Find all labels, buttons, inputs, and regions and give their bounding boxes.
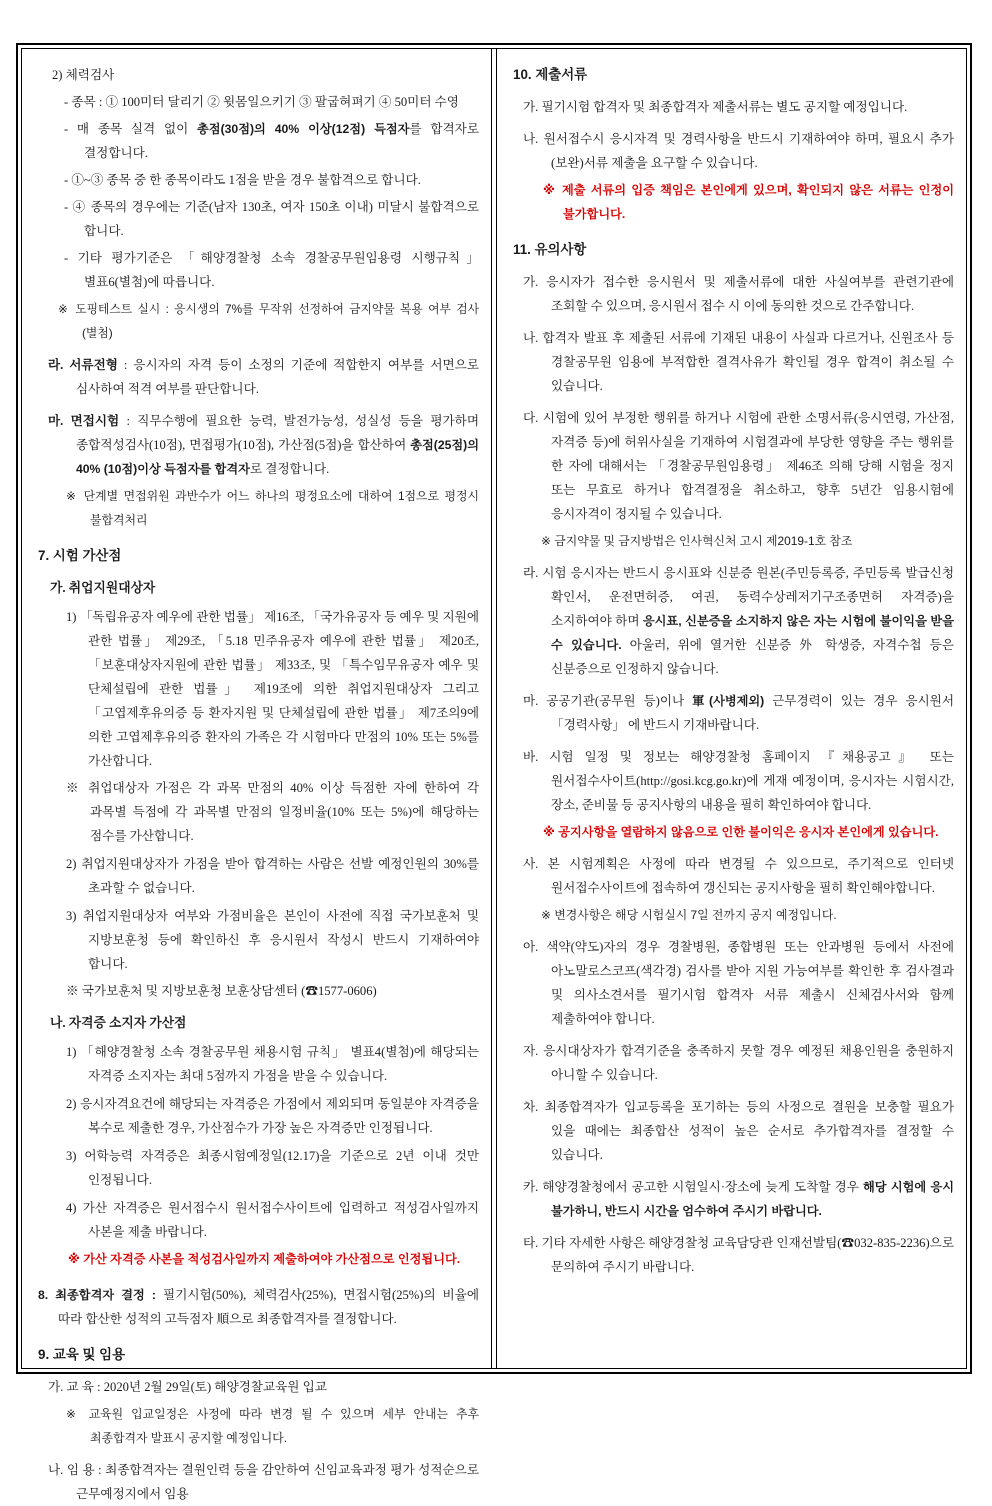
- paragraph: [513, 1175, 954, 1223]
- text-segment: ※ 도핑테스트 실시 : 응시생의 7%를 무작위 선정하여 금지약물 복용 여부 검사(별첨): [58, 302, 479, 340]
- text-segment: 2) 체력검사: [52, 68, 115, 82]
- text-segment: 마. 공공기관(공무원 등)이나: [523, 694, 693, 708]
- text-segment: : 응시자의 자격 등이 소정의 기준에 적합한지 여부를 서면으로 심사하여 적격 여부를 판단합니다.: [76, 358, 479, 396]
- paragraph: [38, 1040, 479, 1088]
- text-segment: 3) 어학능력 자격증은 최종시험예정일(12.17)을 기준으로 2년 이내 것만 인정됩니다.: [66, 1149, 479, 1187]
- document-frame: [16, 43, 972, 1501]
- section-heading: [38, 1283, 479, 1331]
- paragraph: [513, 270, 954, 318]
- text-segment: - ①~③ 종목 중 한 종목이라도 1점을 받을 경우 불합격으로 합니다.: [64, 173, 421, 187]
- note: [513, 903, 954, 927]
- text-segment: 마. 면접시험: [48, 414, 120, 428]
- sub-heading: [38, 576, 479, 600]
- note: [38, 1402, 479, 1450]
- note: [38, 484, 479, 532]
- paragraph: [513, 1039, 954, 1087]
- text-segment: 를 합격자로 결정합니다.: [84, 122, 479, 160]
- text-segment: 다. 시험에 있어 부정한 행위를 하거나 시험에 관한 소명서류(응시연령, 가산점, 자격증 등)에 허위사실을 기재하여 시험결과에 부당한 영향을 주는 행위를 한 자에 대해서는 「경찰공무원임용령」 제46조 의해 당해 시험을 정지 또는 무효로 하거나 합격결정을 취소하고, 향후 5년간 임용시험에 응시자격이 정지될 수 있습니다.: [523, 411, 954, 521]
- note: [38, 297, 479, 345]
- text-segment: 카. 해양경찰청에서 공고한 시험일시·장소에 늦게 도착할 경우: [523, 1180, 863, 1194]
- paragraph: [513, 406, 954, 526]
- text-segment: ※ 변경사항은 해당 시험실시 7일 전까지 공지 예정입니다.: [541, 908, 837, 922]
- text-segment: 3) 취업지원대상자 여부와 가점비율은 본인이 사전에 직접 국가보훈처 및 지방보훈청 등에 확인하신 후 응시원서 작성시 반드시 기재하여야 합니다.: [66, 909, 479, 971]
- text-segment: 가. 교 육 : 2020년 2월 29일(토) 해양경찰교육원 입교: [48, 1380, 327, 1394]
- text-segment: 가. 필기시험 합격자 및 최종합격자 제출서류는 별도 공지할 예정입니다.: [523, 100, 908, 114]
- text-segment: 가. 응시자가 접수한 응시원서 및 제출서류에 대한 사실여부를 관련기관에 조회할 수 있으며, 응시원서 접수 시 이에 동의한 것으로 간주합니다.: [523, 275, 954, 313]
- red-note: [38, 1247, 479, 1271]
- text-segment: 타. 기타 자세한 사항은 해양경찰청 교육담당관 인재선발팀(☎032-835-2236)으로 문의하여 주시기 바랍니다.: [523, 1236, 954, 1274]
- text-segment: 8. 최종합격자 결정 :: [38, 1288, 164, 1302]
- text-segment: 1) 「해양경찰청 소속 경찰공무원 채용시험 규칙」 별표4(별첨)에 해당되는 자격증 소지자는 최대 5점까지 가점을 받을 수 있습니다.: [66, 1045, 479, 1083]
- text-segment: - 매 종목 실격 없이: [64, 122, 198, 136]
- section-heading: [513, 238, 954, 262]
- text-segment: 응시표, 신분증을 소지하지 않은 자는 시험에 불이익을 받을 수 있습니다.: [551, 614, 954, 652]
- text-segment: - 기타 평가기준은 「해양경찰청 소속 경찰공무원임용령 시행규칙」 별표6(별첨)에 따릅니다.: [64, 251, 479, 289]
- paragraph: [38, 90, 479, 114]
- text-segment: ※ 가산 자격증 사본을 적성검사일까지 제출하여야 가산점으로 인정됩니다.: [68, 1252, 461, 1266]
- paragraph: [513, 852, 954, 900]
- paragraph: [513, 95, 954, 119]
- paragraph: [38, 246, 479, 294]
- text-segment: 라. 서류전형: [48, 358, 118, 372]
- text-segment: 9. 교육 및 임용: [38, 1347, 126, 1362]
- section-heading: [38, 544, 479, 568]
- text-segment: 2) 취업지원대상자가 가점을 받아 합격하는 사람은 선발 예정인원의 30%를 초과할 수 없습니다.: [66, 857, 479, 895]
- text-segment: 필기시험(50%), 체력검사(25%), 면접시험(25%)의 비율에 따라 합산한 성적의 고득점자 順으로 최종합격자를 결정합니다.: [58, 1288, 479, 1326]
- text-segment: 7. 시험 가산점: [38, 548, 122, 563]
- text-segment: 사. 본 시험계획은 사정에 따라 변경될 수 있으므로, 주기적으로 인터넷 원서접수사이트에 접속하여 갱신되는 공지사항을 필히 확인해야합니다.: [523, 857, 954, 895]
- text-segment: 나. 합격자 발표 후 제출된 서류에 기재된 내용이 사실과 다르거나, 신원조사 등 경찰공무원 임용에 부적합한 결격사유가 확인될 경우 합격이 취소될 수 있습니다.: [523, 331, 954, 393]
- text-segment: 2) 응시자격요건에 해당되는 자격증은 가점에서 제외되며 동일분야 자격증을 복수로 제출한 경우, 가산점수가 가장 높은 자격증만 인정됩니다.: [66, 1097, 479, 1135]
- text-segment: 11. 유의사항: [513, 242, 587, 257]
- paragraph: [38, 1375, 479, 1399]
- paragraph: [38, 353, 479, 401]
- paragraph: [513, 127, 954, 175]
- text-segment: 차. 최종합격자가 입교등록을 포기하는 등의 사정으로 결원을 보충할 필요가 있을 때에는 최종합산 성적이 높은 순서로 추가합격자를 결정할 수 있습니다.: [523, 1100, 954, 1162]
- paragraph: [38, 117, 479, 165]
- text-segment: : 직무수행에 필요한 능력, 발전가능성, 성실성 등을 평가하며 종합적성검사(10점), 면접평가(10점), 가산점(5점)을 합산하여: [76, 414, 479, 452]
- column-right: [497, 49, 966, 1368]
- text-segment: ※ 단계별 면접위원 과반수가 어느 하나의 평정요소에 대하여 1점으로 평정시 불합격처리: [66, 489, 479, 527]
- sub-heading: [38, 1011, 479, 1035]
- paragraph: [38, 168, 479, 192]
- paragraph: [38, 63, 479, 87]
- red-note: [513, 178, 954, 226]
- text-segment: ※ 취업대상자 가점은 각 과목 만점의 40% 이상 득점한 자에 한하여 각 과목별 득점에 각 과목별 만점의 일정비율(10% 또는 5%)에 해당하는 점수를 가산합니다.: [66, 781, 479, 843]
- text-segment: 4) 가산 자격증은 원서접수시 원서접수사이트에 입력하고 적성검사일까지 사본을 제출 바랍니다.: [66, 1201, 479, 1239]
- red-note: [513, 820, 954, 844]
- paragraph: [513, 326, 954, 398]
- text-segment: - 종목 : ① 100미터 달리기 ② 윗몸일으키기 ③ 팔굽혀펴기 ④ 50미터 수영: [64, 95, 459, 109]
- paragraph: [38, 605, 479, 773]
- text-segment: 가. 취업지원대상자: [50, 581, 156, 595]
- text-segment: 총점(30점)의 40% 이상(12점) 득점자: [197, 122, 410, 136]
- note: [38, 776, 479, 848]
- paragraph: [513, 689, 954, 737]
- text-segment: 해당 시험에 응시 불가하니, 반드시 시간을 엄수하여 주시기 바랍니다.: [551, 1180, 954, 1218]
- document-frame-inner: [21, 48, 967, 1501]
- column-left: [22, 49, 491, 1501]
- paragraph: [38, 1458, 479, 1506]
- paragraph: [513, 1095, 954, 1167]
- paragraph: [38, 1144, 479, 1192]
- text-segment: 라. 시험 응시자는 반드시 응시표와 신분증 원본(주민등록증, 주민등록 발급신청 확인서, 운전면허증, 여권, 동력수상레저기구조종면허 자격증)을 소지하여야 하며: [523, 566, 954, 628]
- section-heading: [38, 1343, 479, 1367]
- text-segment: 나. 임 용 : 최종합격자는 결원인력 등을 감안하여 신임교육과정 평가 성적순으로 근무예정지에서 임용: [48, 1463, 479, 1501]
- text-segment: ※ 금지약물 및 금지방법은 인사혁신처 고시 제2019-1호 참조: [541, 534, 853, 548]
- paragraph: [513, 935, 954, 1031]
- paragraph: [513, 1231, 954, 1279]
- text-segment: 나. 원서접수시 응시자격 및 경력사항을 반드시 기재하여야 하며, 필요시 추가(보완)서류 제출을 요구할 수 있습니다.: [523, 132, 954, 170]
- paragraph: [38, 409, 479, 481]
- text-segment: 아. 색약(약도)자의 경우 경찰병원, 종합병원 또는 안과병원 등에서 사전에 아노말로스코프(색각경) 검사를 받아 지원 가능여부를 확인한 후 검사결과 및 의사소견서를 필기시험 합격자 서류 제출시 신체검사서와 함께 제출하여야 합니다.: [523, 940, 954, 1026]
- text-segment: 근무경력이 있는 경우 응시원서 「경력사항」 에 반드시 기재바랍니다.: [551, 694, 954, 732]
- text-segment: 로 결정합니다.: [249, 462, 330, 476]
- text-segment: 軍(사병제외): [692, 694, 765, 708]
- text-segment: ※ 국가보훈처 및 지방보훈청 보훈상담센터 (☎1577-0606): [66, 984, 377, 998]
- paragraph: [38, 1092, 479, 1140]
- text-segment: ※ 제출 서류의 입증 책임은 본인에게 있으며, 확인되지 않은 서류는 인정이 불가합니다.: [543, 183, 954, 221]
- section-heading: [513, 63, 954, 87]
- text-segment: 자. 응시대상자가 합격기준을 충족하지 못할 경우 예정된 채용인원을 충원하지 아니할 수 있습니다.: [523, 1044, 954, 1082]
- text-segment: 1) 「독립유공자 예우에 관한 법률」 제16조, 「국가유공자 등 예우 및 지원에 관한 법률」 제29조, 「5.18 민주유공자 예우에 관한 법률」 제20조, 「보훈대상자지원에 관한 법률」 제33조, 및 「특수임무유공자 예우 및 단체설립에 관한 법률」 제19조에 의한 취업지원대상자 그리고 「고엽제후유의증 등 환자지원 및 단체설립에 관한 법률」 제7조의9에 의한 고엽제후유의증 환자의 가족은 각 시험마다 만점의 10% 또는 5%를 가산합니다.: [66, 610, 479, 768]
- paragraph: [513, 745, 954, 817]
- text-segment: 바. 시험 일정 및 정보는 해양경찰청 홈페이지 『채용공고』 또는 원서접수사이트(http://gosi.kcg.go.kr)에 게재 예정이며, 응시자는 시험시간, 장소, 준비물 등 공지사항의 내용을 필히 확인하여야 합니다.: [523, 750, 954, 812]
- paragraph: [513, 561, 954, 681]
- paragraph: [38, 904, 479, 976]
- paragraph: [38, 195, 479, 243]
- text-segment: 아울러, 위에 열거한 신분증 外 학생증, 자격수첩 등은 신분증으로 인정하지 않습니다.: [551, 638, 955, 676]
- paragraph: [38, 1196, 479, 1244]
- text-segment: 10. 제출서류: [513, 67, 588, 82]
- note: [513, 529, 954, 553]
- text-segment: ※ 공지사항을 열람하지 않음으로 인한 불이익은 응시자 본인에게 있습니다.: [543, 825, 939, 839]
- paragraph: [38, 852, 479, 900]
- text-segment: ※ 교육원 입교일정은 사정에 따라 변경 될 수 있으며 세부 안내는 추후 최종합격자 발표시 공지할 예정입니다.: [66, 1407, 479, 1445]
- note: [38, 979, 479, 1003]
- text-segment: - ④ 종목의 경우에는 기준(남자 130초, 여자 150초 이내) 미달시 불합격으로 합니다.: [64, 200, 479, 238]
- text-segment: 총점(25점)의 40% (10점)이상 득점자를 합격자: [76, 438, 479, 476]
- text-segment: 나. 자격증 소지자 가산점: [50, 1016, 187, 1030]
